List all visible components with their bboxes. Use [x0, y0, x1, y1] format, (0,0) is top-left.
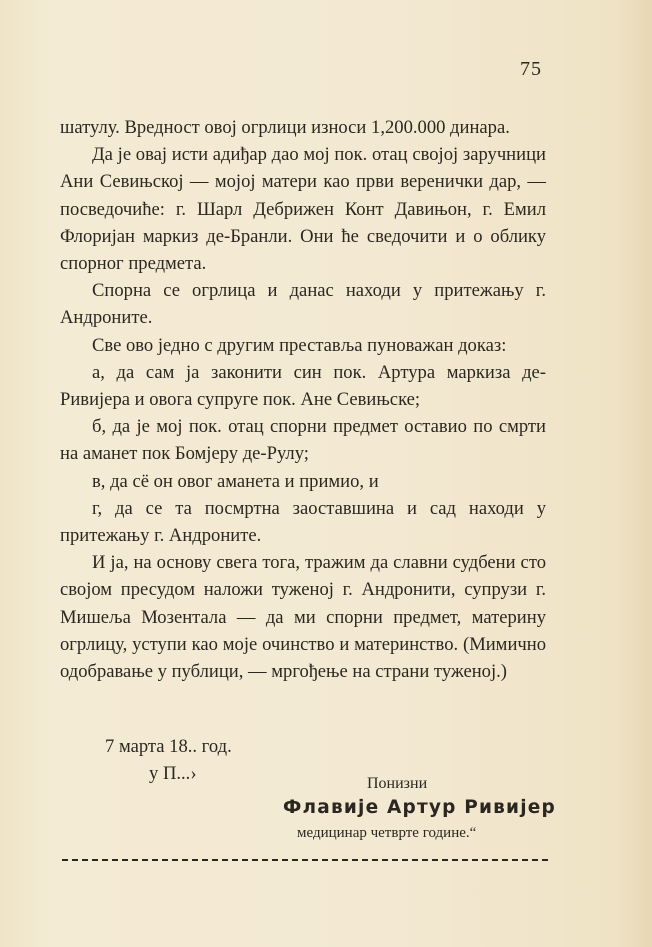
paragraph-1: Да је овај исти адиђар дао мој пок. отац својој заручници Ани Севињској — мојој матери као први веренички дар, — посведочиће: г. Шарл Дебрижен Конт Давињон, г. Емил Флоријан маркиз де-Бранли. Они ће сведочити и о облику спорног предмета. [60, 144, 546, 275]
paragraph-4: а, да сам ја законити син пок. Артура маркиза де-Ривијера и овога супруге пок. Ане Севињске; [60, 361, 546, 411]
signature-name: Флавије Артур Ривијер [283, 797, 556, 818]
page-number: 75 [520, 58, 542, 80]
paragraph-2: Спорна се огрлица и данас находи у притежању г. Андроните. [60, 280, 546, 329]
signature-title: медицинар четврте године.“ [297, 825, 477, 841]
dateline-date: 7 марта 18.. год. [105, 736, 232, 757]
closing-salutation: Понизни [367, 775, 428, 792]
dateline-place: у П...› [149, 763, 197, 784]
paragraph-5: б, да је мој пок. отац спорни предмет оставио по смрти на аманет пок Бомјеру де-Рулу; [60, 416, 546, 465]
paragraph-0: шатулу. Вредност овој огрлици износи 1,200.000 динара. [60, 117, 510, 138]
paragraph-7: г, да се та посмртна заоставшина и сад находи у притежању г. Андроните. [60, 497, 546, 547]
paragraph-3: Све ово једно с другим преставља пуноважан доказ: [92, 334, 507, 356]
paragraph-6: в, да сё он овог аманета и примио, и [92, 470, 379, 492]
paragraph-8: И ја, на основу свега тога, тражим да славни судбени сто својом пресудом наложи туженој г. Андронити, супрузи г. Мишеља Мозентала — да ми спорни предмет, материну огрлицу, уступи као моје очинство и материнство. (Мимично одобравање у публици, — мргођење на страни туженој.) [60, 552, 546, 683]
dateline [105, 733, 232, 787]
dashed-divider [62, 859, 548, 861]
body-text [60, 114, 546, 685]
